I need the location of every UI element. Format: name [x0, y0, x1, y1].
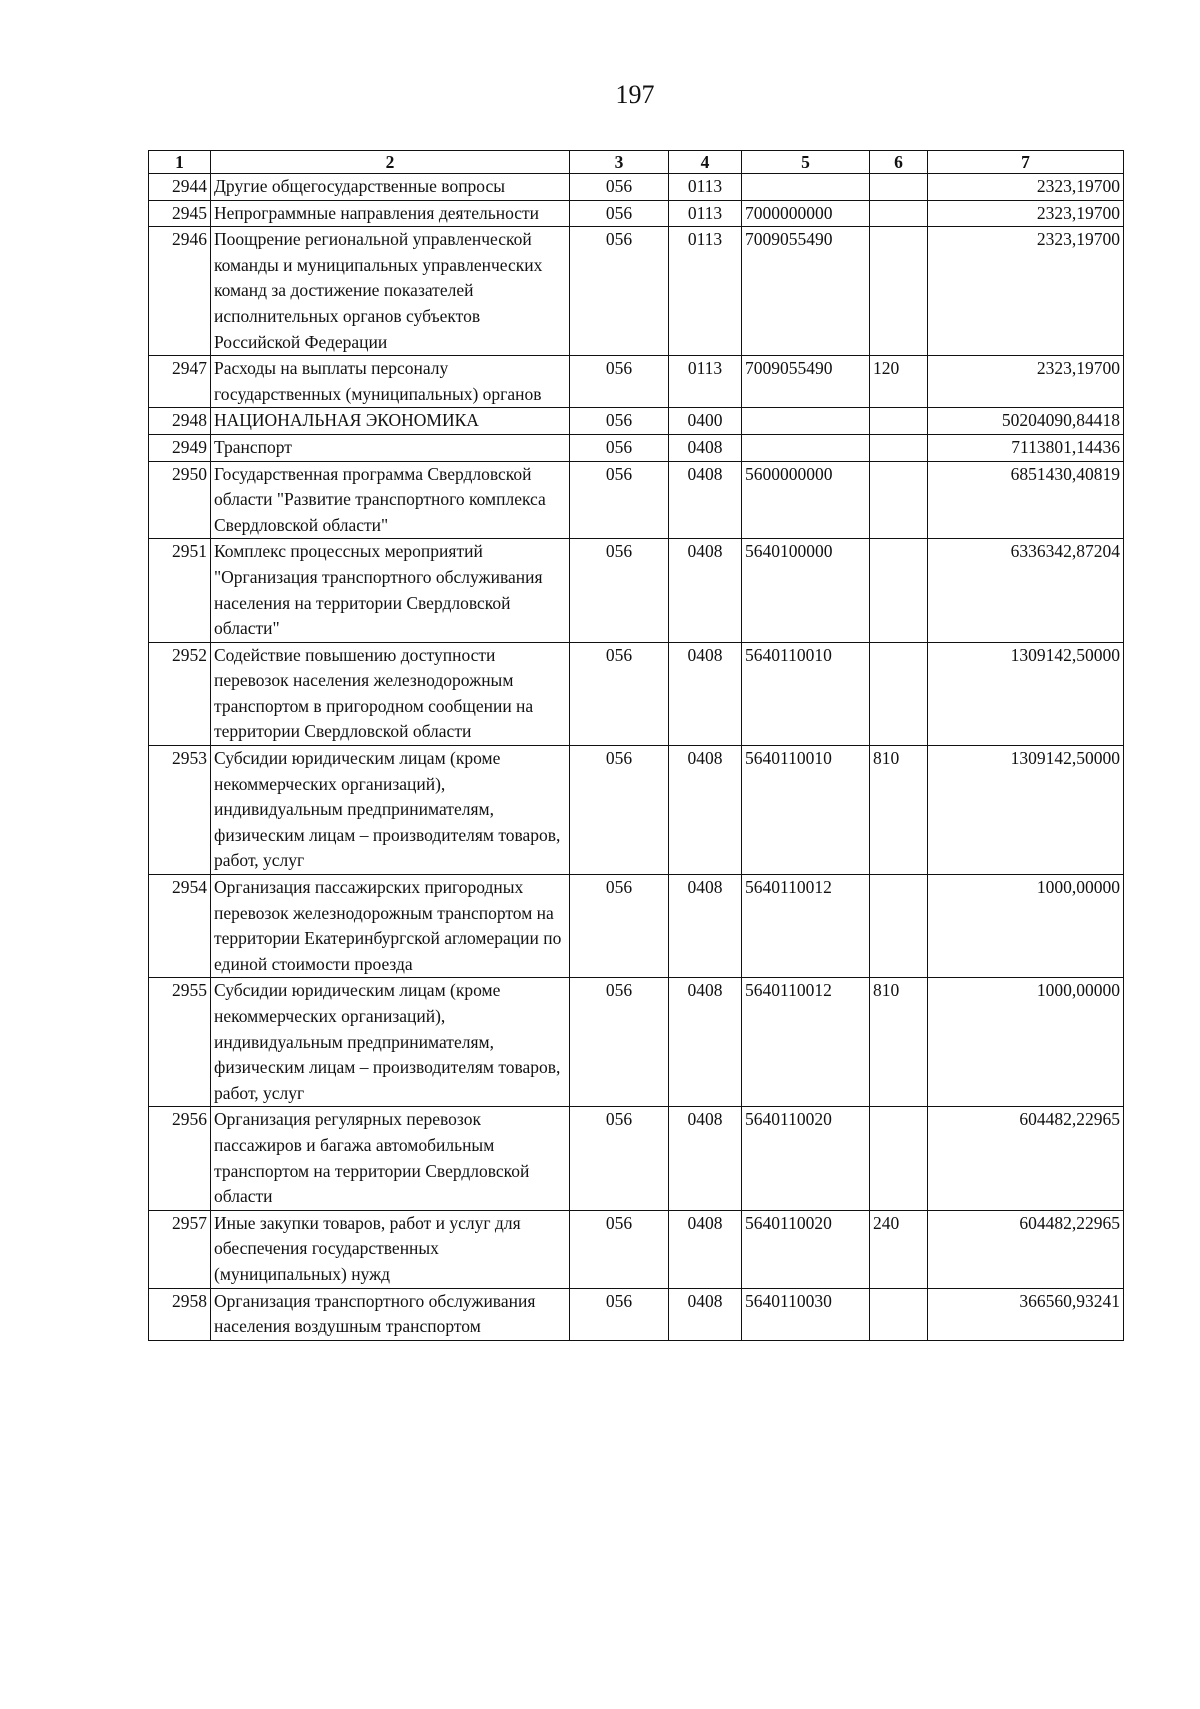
row-amount: 2323,19700 — [928, 174, 1124, 201]
table-row — [149, 642, 1124, 745]
table-row — [149, 539, 1124, 642]
row-name: Организация пассажирских пригородных перевозок железнодорожным транспортом на территории Екатеринбургской агломерации по единой стоимости проезда — [211, 875, 570, 978]
row-expense-type — [870, 461, 928, 539]
row-target-code: 5640110010 — [742, 746, 870, 875]
row-number: 2945 — [149, 200, 211, 227]
row-name: Другие общегосударственные вопросы — [211, 174, 570, 201]
row-target-code: 5640110020 — [742, 1210, 870, 1288]
row-amount: 6851430,40819 — [928, 461, 1124, 539]
table-row — [149, 461, 1124, 539]
row-amount: 2323,19700 — [928, 356, 1124, 408]
row-amount: 1000,00000 — [928, 875, 1124, 978]
row-target-code: 5640100000 — [742, 539, 870, 642]
row-section-code: 0408 — [669, 1210, 742, 1288]
row-expense-type — [870, 642, 928, 745]
row-amount: 2323,19700 — [928, 200, 1124, 227]
table-row — [149, 1107, 1124, 1210]
table-row — [149, 434, 1124, 461]
row-number: 2958 — [149, 1288, 211, 1340]
table-row — [149, 356, 1124, 408]
row-section-code: 0113 — [669, 356, 742, 408]
row-admin-code: 056 — [570, 1288, 669, 1340]
row-section-code: 0408 — [669, 1288, 742, 1340]
row-amount: 2323,19700 — [928, 227, 1124, 356]
row-admin-code: 056 — [570, 356, 669, 408]
row-admin-code: 056 — [570, 642, 669, 745]
row-expense-type — [870, 200, 928, 227]
column-header-3: 3 — [570, 151, 669, 174]
row-amount: 1309142,50000 — [928, 746, 1124, 875]
row-name: Субсидии юридическим лицам (кроме некоммерческих организаций), индивидуальным предпринимателям, физическим лицам – производителям товаров, работ, услуг — [211, 746, 570, 875]
row-name: Субсидии юридическим лицам (кроме некоммерческих организаций), индивидуальным предпринимателям, физическим лицам – производителям товаров, работ, услуг — [211, 978, 570, 1107]
table-row — [149, 1210, 1124, 1288]
row-target-code: 5640110030 — [742, 1288, 870, 1340]
row-section-code: 0408 — [669, 746, 742, 875]
row-admin-code: 056 — [570, 227, 669, 356]
row-amount: 7113801,14436 — [928, 434, 1124, 461]
row-admin-code: 056 — [570, 1210, 669, 1288]
row-amount: 1000,00000 — [928, 978, 1124, 1107]
row-number: 2944 — [149, 174, 211, 201]
row-expense-type: 810 — [870, 978, 928, 1107]
row-name: Комплекс процессных мероприятий "Организация транспортного обслуживания населения на территории Свердловской области" — [211, 539, 570, 642]
row-section-code: 0408 — [669, 642, 742, 745]
row-name: Организация транспортного обслуживания населения воздушным транспортом — [211, 1288, 570, 1340]
table-row — [149, 746, 1124, 875]
row-name: Государственная программа Свердловской области "Развитие транспортного комплекса Свердловской области" — [211, 461, 570, 539]
row-admin-code: 056 — [570, 408, 669, 435]
row-section-code: 0408 — [669, 461, 742, 539]
row-admin-code: 056 — [570, 1107, 669, 1210]
budget-table — [148, 150, 1124, 1341]
row-name: Организация регулярных перевозок пассажиров и багажа автомобильным транспортом на территории Свердловской области — [211, 1107, 570, 1210]
table-row — [149, 174, 1124, 201]
row-target-code — [742, 408, 870, 435]
row-admin-code: 056 — [570, 539, 669, 642]
row-target-code: 5640110012 — [742, 875, 870, 978]
row-section-code: 0408 — [669, 539, 742, 642]
column-header-6: 6 — [870, 151, 928, 174]
table-row — [149, 200, 1124, 227]
row-target-code: 7009055490 — [742, 356, 870, 408]
row-name: Содействие повышению доступности перевозок населения железнодорожным транспортом в пригородном сообщении на территории Свердловской области — [211, 642, 570, 745]
row-number: 2949 — [149, 434, 211, 461]
row-target-code: 7000000000 — [742, 200, 870, 227]
row-section-code: 0113 — [669, 200, 742, 227]
row-target-code — [742, 174, 870, 201]
page-number: 197 — [615, 80, 655, 109]
row-name: Иные закупки товаров, работ и услуг для обеспечения государственных (муниципальных) нужд — [211, 1210, 570, 1288]
row-section-code: 0113 — [669, 227, 742, 356]
row-expense-type: 810 — [870, 746, 928, 875]
row-amount: 6336342,87204 — [928, 539, 1124, 642]
row-amount: 604482,22965 — [928, 1210, 1124, 1288]
row-number: 2952 — [149, 642, 211, 745]
row-admin-code: 056 — [570, 200, 669, 227]
row-admin-code: 056 — [570, 875, 669, 978]
row-section-code: 0408 — [669, 978, 742, 1107]
row-name: Поощрение региональной управленческой команды и муниципальных управленческих команд за достижение показателей исполнительных органов субъектов Российской Федерации — [211, 227, 570, 356]
row-target-code: 7009055490 — [742, 227, 870, 356]
row-admin-code: 056 — [570, 461, 669, 539]
column-header-2: 2 — [211, 151, 570, 174]
row-number: 2957 — [149, 1210, 211, 1288]
row-number: 2947 — [149, 356, 211, 408]
row-admin-code: 056 — [570, 174, 669, 201]
row-expense-type — [870, 434, 928, 461]
row-amount: 1309142,50000 — [928, 642, 1124, 745]
header-row — [149, 151, 1124, 174]
row-target-code: 5640110010 — [742, 642, 870, 745]
row-number: 2953 — [149, 746, 211, 875]
row-section-code: 0400 — [669, 408, 742, 435]
row-target-code: 5640110012 — [742, 978, 870, 1107]
row-name: НАЦИОНАЛЬНАЯ ЭКОНОМИКА — [211, 408, 570, 435]
row-expense-type — [870, 408, 928, 435]
table-row — [149, 408, 1124, 435]
row-section-code: 0408 — [669, 434, 742, 461]
row-section-code: 0113 — [669, 174, 742, 201]
row-expense-type: 240 — [870, 1210, 928, 1288]
row-expense-type — [870, 1107, 928, 1210]
table-body — [149, 174, 1124, 1341]
row-expense-type — [870, 174, 928, 201]
row-amount: 50204090,84418 — [928, 408, 1124, 435]
row-expense-type — [870, 1288, 928, 1340]
row-number: 2954 — [149, 875, 211, 978]
row-amount: 366560,93241 — [928, 1288, 1124, 1340]
row-name: Расходы на выплаты персоналу государственных (муниципальных) органов — [211, 356, 570, 408]
column-header-4: 4 — [669, 151, 742, 174]
row-number: 2951 — [149, 539, 211, 642]
row-admin-code: 056 — [570, 978, 669, 1107]
row-expense-type — [870, 227, 928, 356]
row-amount: 604482,22965 — [928, 1107, 1124, 1210]
row-section-code: 0408 — [669, 1107, 742, 1210]
row-number: 2955 — [149, 978, 211, 1107]
row-name: Непрограммные направления деятельности — [211, 200, 570, 227]
row-number: 2946 — [149, 227, 211, 356]
row-name: Транспорт — [211, 434, 570, 461]
row-admin-code: 056 — [570, 434, 669, 461]
row-target-code — [742, 434, 870, 461]
table-row — [149, 1288, 1124, 1340]
row-number: 2950 — [149, 461, 211, 539]
column-header-1: 1 — [149, 151, 211, 174]
row-expense-type: 120 — [870, 356, 928, 408]
table-row — [149, 978, 1124, 1107]
row-target-code: 5600000000 — [742, 461, 870, 539]
row-number: 2956 — [149, 1107, 211, 1210]
column-header-7: 7 — [928, 151, 1124, 174]
row-section-code: 0408 — [669, 875, 742, 978]
row-expense-type — [870, 539, 928, 642]
column-header-5: 5 — [742, 151, 870, 174]
row-expense-type — [870, 875, 928, 978]
row-target-code: 5640110020 — [742, 1107, 870, 1210]
row-number: 2948 — [149, 408, 211, 435]
row-admin-code: 056 — [570, 746, 669, 875]
table-row — [149, 227, 1124, 356]
table-row — [149, 875, 1124, 978]
